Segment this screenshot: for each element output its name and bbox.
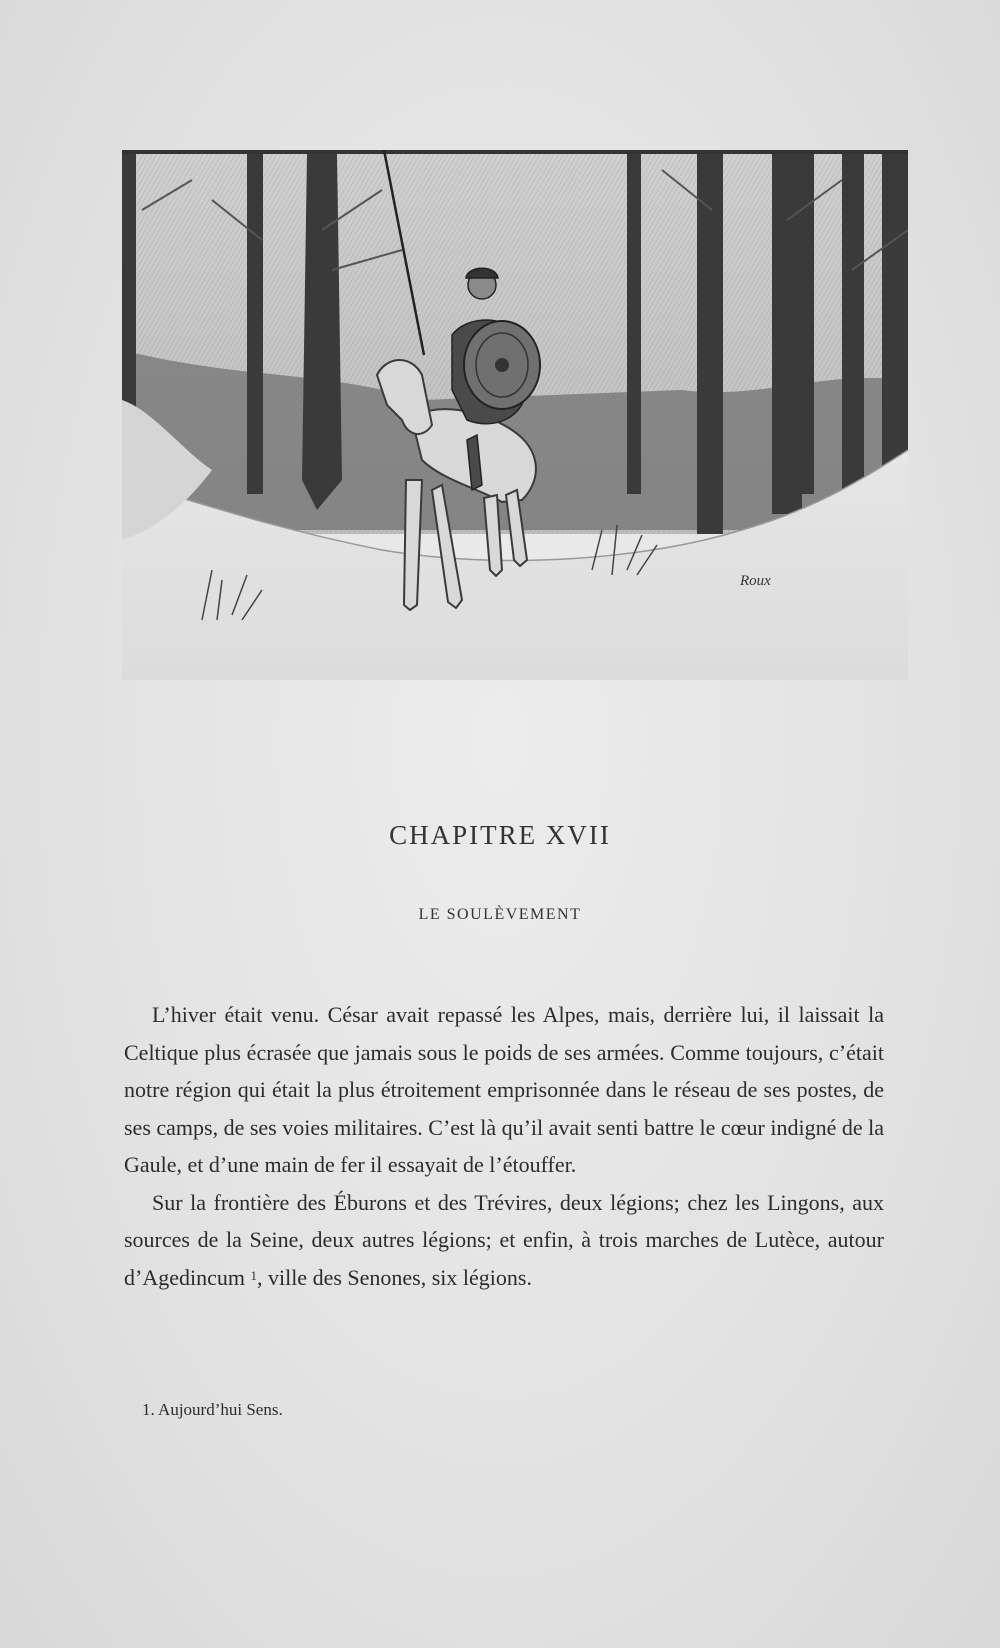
engraving-illustration	[122, 150, 908, 680]
chapter-title: CHAPITRE XVII	[389, 820, 611, 850]
artist-signature: Roux	[740, 573, 771, 589]
footnote: 1. Aujourd’hui Sens.	[142, 1400, 283, 1419]
paragraph-text: , ville des Senones, six légions.	[256, 1264, 532, 1290]
paragraph: L’hiver était venu. César avait repassé les Alpes, mais, derrière lui, il laissait la Celtique plus écrasée que jamais sous le poids de ses armées. Comme toujours, c’était notre région qui était la plus étroitement emprisonnée dans le réseau de ses postes, de ses camps, de ses voies militaires. C’est là qu’il avait senti battre le cœur indigné de la Gaule, et d’une main de fer il essayait de l’étouffer.	[124, 1002, 885, 1177]
paragraph	[124, 1184, 884, 1297]
chapter-subtitle: LE SOULÈVEMENT	[418, 906, 582, 923]
footnote-marker: 1	[250, 1267, 257, 1283]
body-text	[124, 996, 884, 1296]
paragraph-text: Sur la frontière des Éburons et des Trévires, deux légions; chez les Lingons, aux sources de la Seine, deux autres légions; et enfin, à trois marches de Lutèce, autour d’Agedincum	[124, 1189, 884, 1290]
